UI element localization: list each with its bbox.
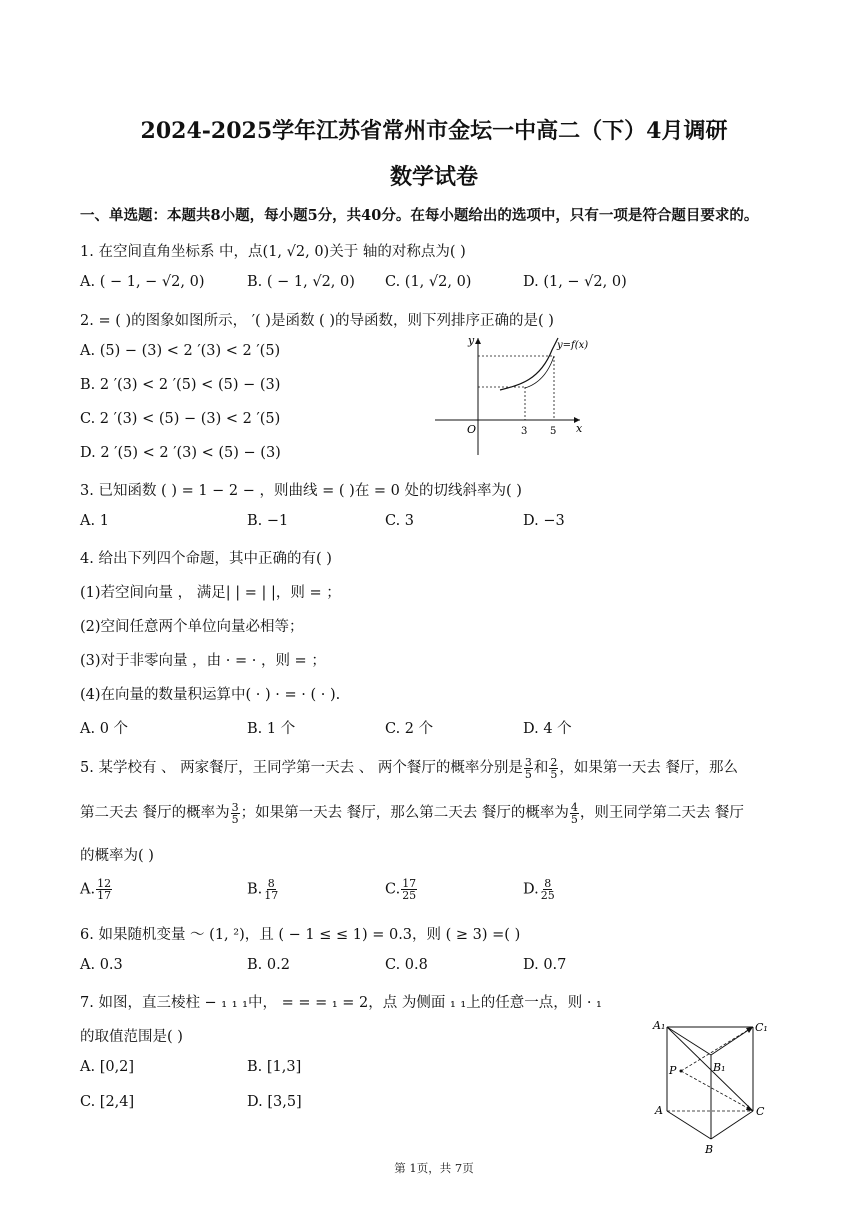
question-3-option-d: D. −3 [523, 513, 565, 529]
fraction-numerator: 2 [550, 755, 558, 769]
question-7-option-b: B. [1,3] [247, 1059, 302, 1075]
question-4-option-d: D. 4 个 [523, 721, 572, 737]
option-letter: C. [385, 881, 401, 898]
question-1-option-d: D. (1, − √2, 0) [523, 274, 627, 290]
option-fraction [401, 878, 417, 901]
question-1-option-b: B. ( − 1, √2, 0) [247, 274, 355, 290]
fraction-denominator: 5 [524, 767, 532, 781]
question-2-option-d: D. 2 ′(5) < 2 ′(3) < (5) − (3) [80, 445, 281, 461]
fraction-numerator: 3 [524, 755, 532, 769]
question-6-stem: 6. 如果随机变量 ～ (1, ²)，且 ( − 1 ≤ ≤ 1) = 0.3，则 ( ≥ 3) =( ) [80, 927, 521, 943]
question-5-option-b [247, 878, 280, 901]
question-5-text-2a: 第二天去 餐厅的概率为 [80, 805, 230, 821]
fraction-numerator: 4 [570, 800, 578, 814]
fraction-numerator: 3 [231, 800, 239, 814]
arrowhead-c1 [746, 1027, 753, 1033]
label-b: B [705, 1143, 714, 1156]
vector-pc [681, 1071, 753, 1111]
question-6-option-a: A. 0.3 [80, 957, 123, 973]
question-4-statement-3: (3)对于非零向量 ，由 · = · ，则 = ； [80, 653, 326, 669]
question-4-statement-4: (4)在向量的数量积运算中( · ) · = · ( · ). [80, 687, 341, 703]
label-a1: A₁ [653, 1019, 666, 1032]
question-5-line-2 [80, 801, 744, 825]
fraction-2-5 [549, 757, 558, 780]
page-subtitle: 数学试卷 [389, 164, 478, 190]
question-1-stem: 1. 在空间直角坐标系 中，点(1, √2, 0)关于 轴的对称点为( ) [80, 244, 466, 260]
page-title: 2024-2025学年江苏省常州市金坛一中高二（下）4月调研 [140, 118, 728, 144]
question-7-option-c: C. [2,4] [80, 1094, 135, 1110]
edge-bc [711, 1111, 753, 1139]
question-2-stem: 2. = ( )的图象如图所示， ′( )是函数 ( )的导函数，则下列排序正确的是( ) [80, 313, 554, 329]
edge-a1b1 [667, 1027, 711, 1055]
label-a: A [655, 1104, 663, 1117]
question-7-option-d: D. [3,5] [247, 1094, 302, 1110]
page-footer: 第 1页，共 7页 [394, 1161, 474, 1175]
origin-label: O [467, 423, 477, 436]
y-axis-arrow [475, 338, 481, 344]
question-3-option-a: A. 1 [80, 513, 109, 529]
fraction-3-5 [524, 757, 533, 780]
point-p [680, 1070, 683, 1073]
fraction-numerator: 8 [544, 877, 552, 890]
label-c1: C₁ [755, 1021, 768, 1034]
option-fraction [96, 878, 112, 901]
fraction-3-5 [231, 802, 240, 825]
function-graph-figure [430, 330, 590, 460]
secant-line [525, 356, 554, 388]
question-2-option-c: C. 2 ′(3) < (5) − (3) < 2 ′(5) [80, 411, 281, 427]
question-2-option-a: A. (5) − (3) < 2 ′(3) < 2 ′(5) [80, 343, 281, 359]
question-4-option-c: C. 2 个 [385, 721, 434, 737]
option-letter: B. [247, 881, 263, 898]
question-5-option-c [385, 878, 418, 901]
y-axis-label: y [468, 334, 475, 347]
label-c: C [756, 1105, 765, 1118]
fraction-denominator: 17 [97, 889, 112, 902]
question-5-line-1 [80, 756, 738, 780]
question-1-option-a: A. ( − 1, − √2, 0) [80, 274, 205, 290]
question-5-text-2b: ；如果第一天去 餐厅，那么第二天去 餐厅的概率为 [240, 805, 569, 821]
question-3-option-c: C. 3 [385, 513, 415, 529]
option-fraction [263, 878, 279, 901]
fraction-numerator: 17 [402, 877, 417, 890]
question-4-option-b: B. 1 个 [247, 721, 296, 737]
fraction-denominator: 25 [540, 889, 555, 902]
fraction-denominator: 5 [570, 812, 578, 826]
label-b1: B₁ [713, 1061, 726, 1074]
label-p: P [669, 1064, 677, 1077]
question-4-stem: 4. 给出下列四个命题，其中正确的有( ) [80, 551, 332, 567]
question-3-option-b: B. −1 [247, 513, 289, 529]
question-4-option-a: A. 0 个 [80, 721, 129, 737]
question-1-option-c: C. (1, √2, 0) [385, 274, 472, 290]
section-heading: 一、单选题：本题共8小题，每小题5分，共40分。在每小题给出的选项中，只有一项是符合题目要求的。 [80, 207, 759, 224]
tick-label-5: 5 [550, 426, 557, 437]
question-5-text-1b: 和 [533, 760, 549, 776]
fraction-denominator: 17 [264, 889, 279, 902]
question-6-option-d: D. 0.7 [523, 957, 567, 973]
fraction-numerator: 12 [97, 877, 112, 890]
option-letter: D. [523, 881, 539, 898]
edge-ab [667, 1111, 711, 1139]
question-4-statement-2: (2)空间任意两个单位向量必相等； [80, 619, 304, 635]
arrowhead-c [746, 1105, 753, 1111]
option-letter: A. [80, 881, 96, 898]
question-7-stem: 7. 如图，直三棱柱 − ₁ ₁ ₁中， = = = ₁ = 2，点 为侧面 ₁ ₁上的任意一点，则 · ₁ [80, 995, 602, 1011]
question-5-option-d [523, 878, 557, 901]
prism-figure [645, 1015, 780, 1157]
x-axis-label: x [576, 422, 583, 435]
question-5-text-1a: 5. 某学校有 、 两家餐厅，王同学第一天去 、 两个餐厅的概率分别是 [80, 760, 523, 776]
question-7-stem-continued: 的取值范围是( ) [80, 1029, 183, 1045]
question-4-statement-1: (1)若空间向量 ， 满足| | = | |，则 = ； [80, 585, 341, 601]
question-3-stem: 3. 已知函数 ( ) = 1 − 2 − ，则曲线 = ( )在 = 0 处的切线斜率为( ) [80, 483, 522, 499]
option-fraction [540, 878, 556, 901]
question-5-option-a [80, 878, 113, 901]
fraction-denominator: 5 [550, 767, 558, 781]
question-5-text-2c: ，则王同学第二天去 餐厅 [579, 805, 744, 821]
curve-label: y=f(x) [557, 340, 589, 351]
tick-label-3: 3 [521, 426, 528, 437]
fraction-denominator: 25 [402, 889, 417, 902]
diagonal-a1c [667, 1027, 753, 1111]
fraction-denominator: 5 [231, 812, 239, 826]
question-5-text-1c: ，如果第一天去 餐厅，那么 [559, 760, 738, 776]
question-5-line-3: 的概率为( ) [80, 848, 154, 864]
question-2-option-b: B. 2 ′(3) < 2 ′(5) < (5) − (3) [80, 377, 281, 393]
question-6-option-b: B. 0.2 [247, 957, 290, 973]
fraction-4-5 [570, 802, 579, 825]
question-7-option-a: A. [0,2] [80, 1059, 135, 1075]
question-6-option-c: C. 0.8 [385, 957, 428, 973]
fraction-numerator: 8 [267, 877, 275, 890]
function-curve [500, 338, 558, 390]
